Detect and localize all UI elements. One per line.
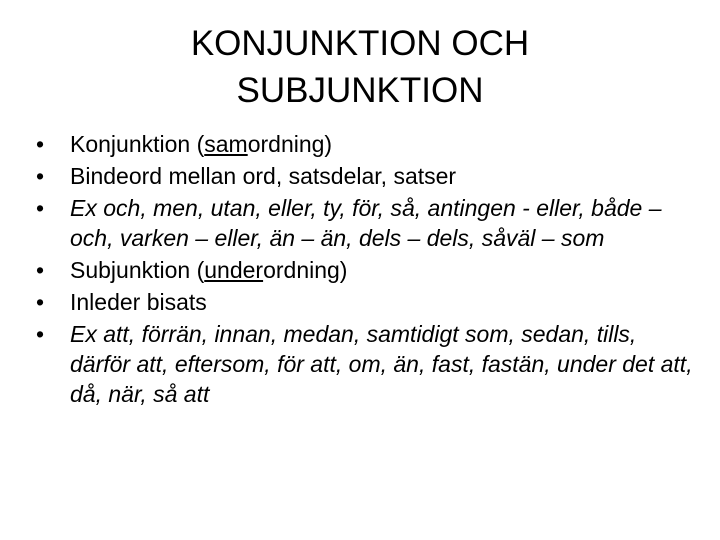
bullet-text-underlined: sam bbox=[204, 131, 248, 157]
bullet-list bbox=[36, 129, 696, 411]
bullet-item-subjunktion bbox=[36, 255, 696, 285]
bullet-icon: • bbox=[36, 131, 45, 157]
bullet-text-post: ordning) bbox=[263, 257, 348, 283]
bullet-text: Ex och, men, utan, eller, ty, för, så, antingen - eller, både – och, varken – eller, än – än, dels – dels, såväl – som bbox=[70, 195, 662, 251]
bullet-item-inleder bbox=[36, 287, 696, 317]
bullet-text-post: ordning) bbox=[247, 131, 333, 157]
bullet-icon: • bbox=[36, 257, 45, 283]
bullet-text: Inleder bisats bbox=[70, 289, 207, 315]
bullet-item-konjunktion-examples bbox=[36, 193, 696, 253]
title-line-1: KONJUNKTION OCH bbox=[190, 24, 530, 63]
bullet-text-underlined: under bbox=[204, 257, 264, 283]
bullet-text-pre: Konjunktion ( bbox=[70, 131, 205, 157]
bullet-icon: • bbox=[36, 195, 45, 221]
bullet-text: Bindeord mellan ord, satsdelar, satser bbox=[70, 163, 457, 189]
bullet-text-pre: Subjunktion ( bbox=[70, 257, 205, 283]
bullet-icon: • bbox=[36, 163, 45, 189]
title-line-2: SUBJUNKTION bbox=[236, 71, 484, 110]
bullet-icon: • bbox=[36, 321, 45, 347]
bullet-icon: • bbox=[36, 289, 45, 315]
bullet-item-subjunktion-examples bbox=[36, 319, 696, 409]
slide-title bbox=[60, 20, 660, 114]
bullet-item-bindeord bbox=[36, 161, 696, 191]
bullet-text: Ex att, förrän, innan, medan, samtidigt som, sedan, tills, därför att, eftersom, för att, om, än, fast, fastän, under det att, då, när, så att bbox=[70, 321, 693, 407]
bullet-item-konjunktion bbox=[36, 129, 696, 159]
